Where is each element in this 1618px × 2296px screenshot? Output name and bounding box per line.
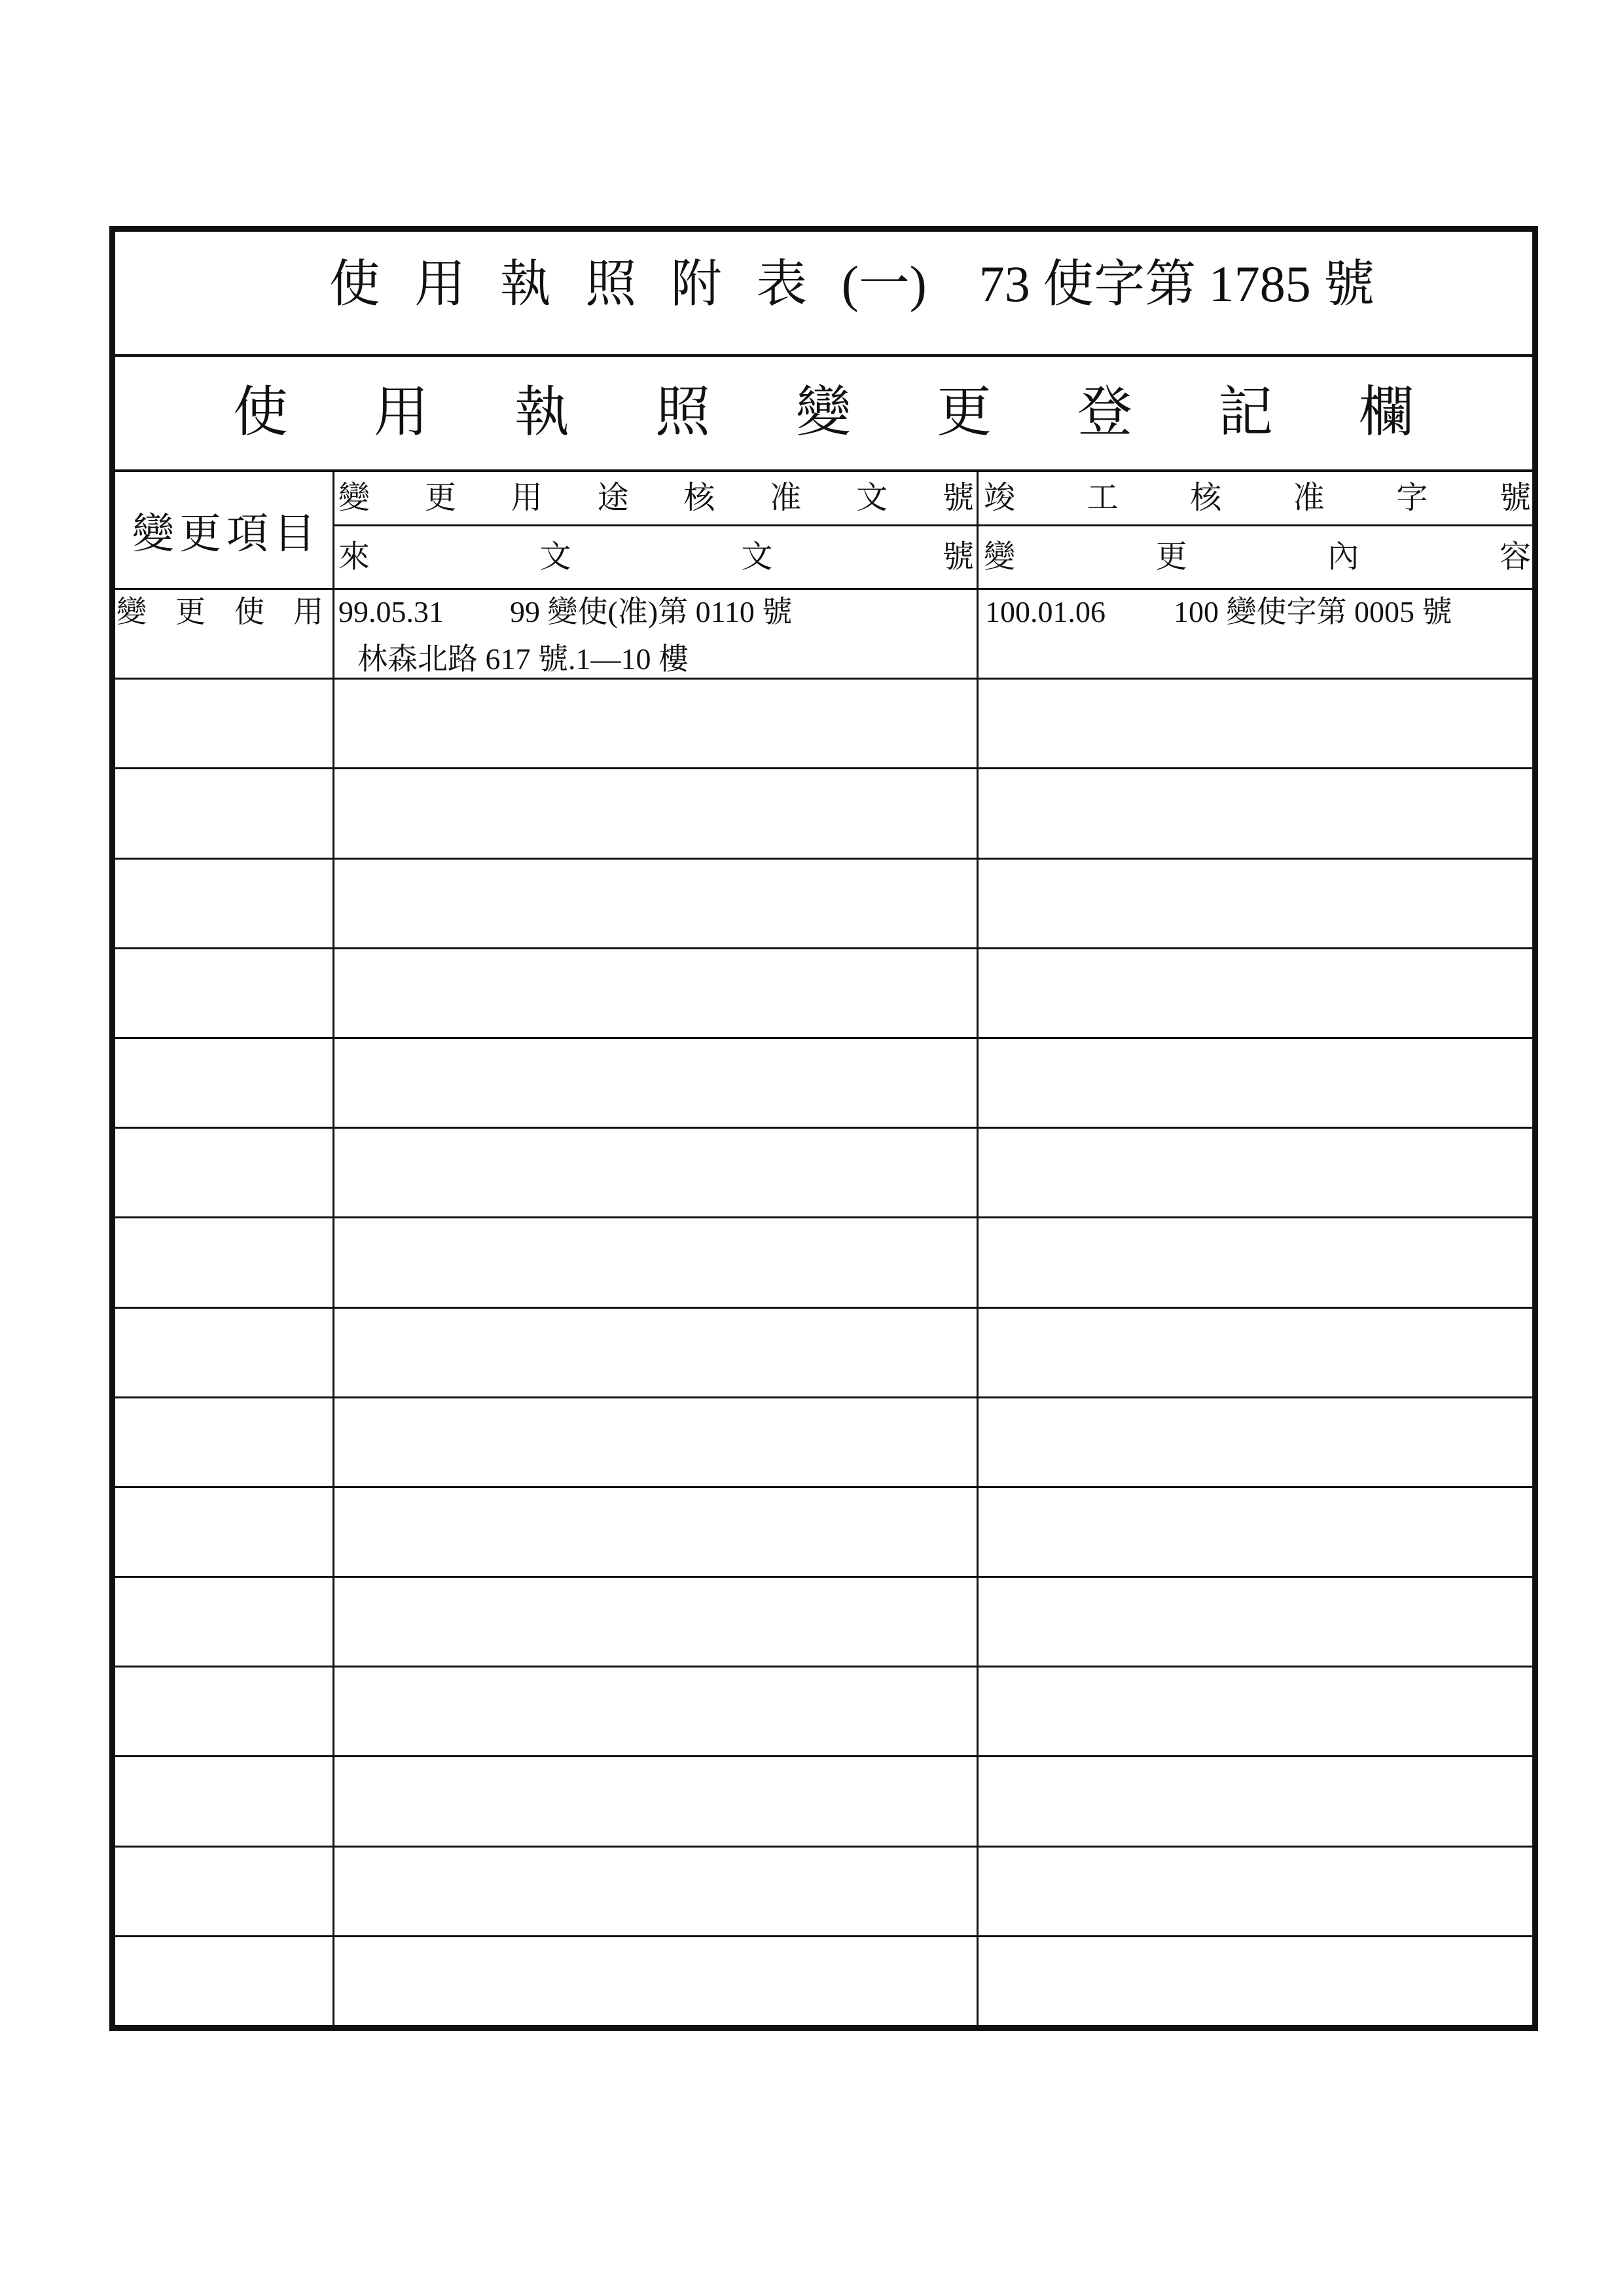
completion-change-cell xyxy=(979,1218,1532,1306)
table-row xyxy=(115,949,1532,1039)
header-incoming-doc-no: 來 文 文 號 xyxy=(338,539,974,574)
completion-change-cell xyxy=(979,1667,1532,1755)
approval-doc-cell xyxy=(334,1129,979,1216)
approval-doc-cell xyxy=(334,860,979,947)
completion-change-cell xyxy=(979,1757,1532,1845)
completion-change-cell xyxy=(979,1129,1532,1216)
header-approval-column xyxy=(334,472,979,588)
table-row xyxy=(115,1309,1532,1398)
address-text: 林森北路 617 號.1—10 樓 xyxy=(357,642,689,676)
approval-doc-cell xyxy=(334,1398,979,1486)
section-heading: 使 用 執 照 變 更 登 記 欄 xyxy=(115,357,1532,472)
change-item-cell xyxy=(115,1398,334,1486)
header-approval-doc-no: 變 更 用 途 核 准 文 號 xyxy=(334,472,977,526)
change-item-cell xyxy=(115,1848,334,1935)
license-number: 73 使字第 1785 號 xyxy=(979,255,1375,312)
completion-approval-number: 100 變使字第 0005 號 xyxy=(1174,595,1452,629)
approval-doc-cell xyxy=(334,1667,979,1755)
completion-change-cell xyxy=(979,590,1532,678)
completion-change-cell xyxy=(979,769,1532,857)
completion-change-cell xyxy=(979,680,1532,767)
table-row xyxy=(115,1667,1532,1757)
change-item-cell xyxy=(115,680,334,767)
change-item-cell xyxy=(115,1488,334,1576)
approval-doc-number: 99 變使(准)第 0110 號 xyxy=(510,595,793,629)
change-item-cell xyxy=(115,1757,334,1845)
approval-doc-cell xyxy=(334,1039,979,1127)
table-row xyxy=(115,1578,1532,1667)
approval-doc-cell xyxy=(334,1848,979,1935)
change-item-cell xyxy=(115,1309,334,1396)
completion-change-cell xyxy=(979,860,1532,947)
completion-change-cell xyxy=(979,949,1532,1037)
completion-change-cell xyxy=(979,1398,1532,1486)
completion-date: 100.01.06 xyxy=(985,595,1106,629)
completion-change-cell xyxy=(979,1039,1532,1127)
approval-doc-cell xyxy=(334,949,979,1037)
table-row xyxy=(115,1218,1532,1308)
approval-doc-cell xyxy=(334,1218,979,1306)
change-item-cell xyxy=(115,860,334,947)
form-title: 使 用 執 照 附 表 (一) xyxy=(329,255,927,312)
approval-date: 99.05.31 xyxy=(338,595,444,629)
form-frame xyxy=(109,226,1538,2031)
approval-doc-cell xyxy=(334,1578,979,1666)
change-item-cell xyxy=(115,1578,334,1666)
table-row xyxy=(115,1398,1532,1488)
table-header xyxy=(115,472,1532,590)
table-row xyxy=(115,1848,1532,1937)
table-row xyxy=(115,1129,1532,1218)
table-row xyxy=(115,1937,1532,2025)
header-completion-column xyxy=(979,472,1532,588)
table-row xyxy=(115,769,1532,859)
approval-doc-cell xyxy=(334,1309,979,1396)
table-row xyxy=(115,680,1532,769)
change-item-cell xyxy=(115,590,334,678)
approval-doc-cell xyxy=(334,769,979,857)
approval-doc-cell xyxy=(334,1757,979,1845)
approval-doc-cell xyxy=(334,680,979,767)
completion-change-cell xyxy=(979,1578,1532,1666)
table-row xyxy=(115,590,1532,680)
header-completion-approval-no: 竣 工 核 准 字 號 xyxy=(979,472,1532,526)
change-item-cell xyxy=(115,1937,334,2025)
change-item-cell xyxy=(115,1129,334,1216)
form-title-row xyxy=(115,232,1532,357)
table-row xyxy=(115,860,1532,949)
table-row xyxy=(115,1757,1532,1847)
change-item-cell xyxy=(115,1667,334,1755)
change-item-cell xyxy=(115,1039,334,1127)
change-item-text: 變 更 使 用 xyxy=(117,595,323,629)
table-body xyxy=(115,590,1532,2025)
table-row xyxy=(115,1039,1532,1129)
completion-change-cell xyxy=(979,1937,1532,2025)
completion-change-cell xyxy=(979,1309,1532,1396)
completion-change-cell xyxy=(979,1488,1532,1576)
header-change-content: 變 更 內 容 xyxy=(984,539,1531,574)
approval-doc-cell xyxy=(334,1937,979,2025)
change-item-cell xyxy=(115,949,334,1037)
change-item-cell xyxy=(115,769,334,857)
approval-doc-cell xyxy=(334,590,979,678)
table-row xyxy=(115,1488,1532,1578)
change-item-cell xyxy=(115,1218,334,1306)
form-table xyxy=(115,232,1532,2025)
completion-change-cell xyxy=(979,1848,1532,1935)
header-change-item: 變更項目 xyxy=(115,472,334,588)
approval-doc-cell xyxy=(334,1488,979,1576)
